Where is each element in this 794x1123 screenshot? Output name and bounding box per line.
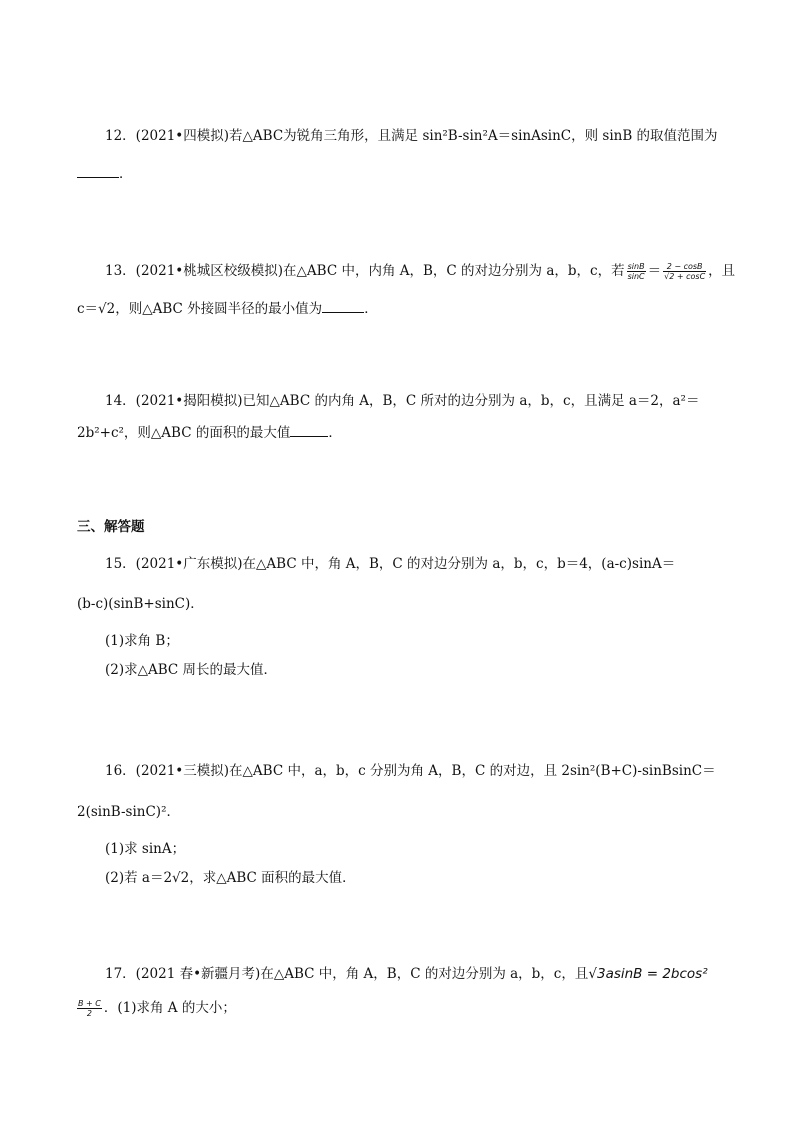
q16-part2: (2)若 a＝2√2，求△ABC 面积的最大值． bbox=[105, 870, 356, 886]
q12-line2-end: ． bbox=[119, 166, 133, 182]
q14-line2-end: ． bbox=[328, 425, 342, 441]
q13-line1 bbox=[105, 259, 735, 283]
q12-line1: 12．(2021•四模拟)若△ABC为锐角三角形，且满足 sin²B-sin²A＝sinAsinC，则 sinB 的取值范围为 bbox=[105, 128, 718, 144]
q14-line1: 14．(2021•揭阳模拟)已知△ABC 的内角 A，B，C 所对的边分别为 a，b，c，且满足 a＝2，a²＝ bbox=[105, 393, 700, 409]
q13-line1-end: ，且 bbox=[708, 263, 736, 279]
q13-frac1-denominator: sinC bbox=[627, 272, 645, 281]
q16-line1: 16．(2021•三模拟)在△ABC 中，a，b，c 分别为角 A，B，C 的对边，且 2sin²(B+C)-sinBsinC＝ bbox=[105, 763, 716, 779]
answer-blank bbox=[290, 422, 328, 437]
q13-fraction-sin bbox=[627, 262, 646, 281]
q17-frac-numerator: B + C bbox=[78, 999, 101, 1008]
q17-line1 bbox=[105, 964, 708, 984]
q15-line1: 15．(2021•广东模拟)在△ABC 中，角 A，B，C 的对边分别为 a，b，c，b＝4，(a-c)sinA＝ bbox=[105, 556, 676, 572]
q13-line2 bbox=[77, 298, 378, 319]
q17-equation: √3asinB = 2bcos² bbox=[588, 966, 708, 982]
q13-fraction-cos bbox=[663, 262, 706, 281]
q16-part1: (1)求 sinA； bbox=[105, 841, 186, 857]
q17-fraction bbox=[77, 999, 102, 1018]
q14-line2 bbox=[77, 422, 342, 443]
q15-line2: (b-c)(sinB+sinC)． bbox=[77, 596, 204, 612]
answer-blank bbox=[322, 298, 364, 313]
q12-line2 bbox=[77, 163, 133, 184]
q13-line2-text: c＝√2，则△ABC 外接圆半径的最小值为 bbox=[77, 301, 323, 317]
q15-part2: (2)求△ABC 周长的最大值． bbox=[105, 662, 278, 678]
section-title: 三、解答题 bbox=[77, 519, 145, 535]
q13-equals: ＝ bbox=[647, 263, 662, 279]
q15-part1: (1)求角 B； bbox=[105, 633, 179, 649]
q16-line2: 2(sinB-sinC)²． bbox=[77, 804, 180, 820]
q13-line2-end: ． bbox=[364, 301, 378, 317]
q17-frac-denominator: 2 bbox=[86, 1009, 92, 1018]
q13-frac2-numerator: 2 − cosB bbox=[663, 262, 706, 272]
q13-frac2-denominator: √2 + cosC bbox=[664, 272, 706, 281]
q17-line1-text: 17．(2021 春•新疆月考)在△ABC 中，角 A，B，C 的对边分别为 a，b，c，且 bbox=[105, 966, 589, 982]
q17-line2 bbox=[77, 996, 236, 1020]
q13-frac1-numerator: sinB bbox=[627, 262, 645, 271]
q17-line2-text: ．(1)求角 A 的大小； bbox=[103, 1000, 236, 1016]
q14-line2-text: 2b²+c²，则△ABC 的面积的最大值 bbox=[77, 425, 291, 441]
answer-blank bbox=[77, 163, 119, 178]
q13-line1-text: 13．(2021•桃城区校级模拟)在△ABC 中，内角 A，B，C 的对边分别为 a，b，c，若 bbox=[105, 263, 625, 279]
